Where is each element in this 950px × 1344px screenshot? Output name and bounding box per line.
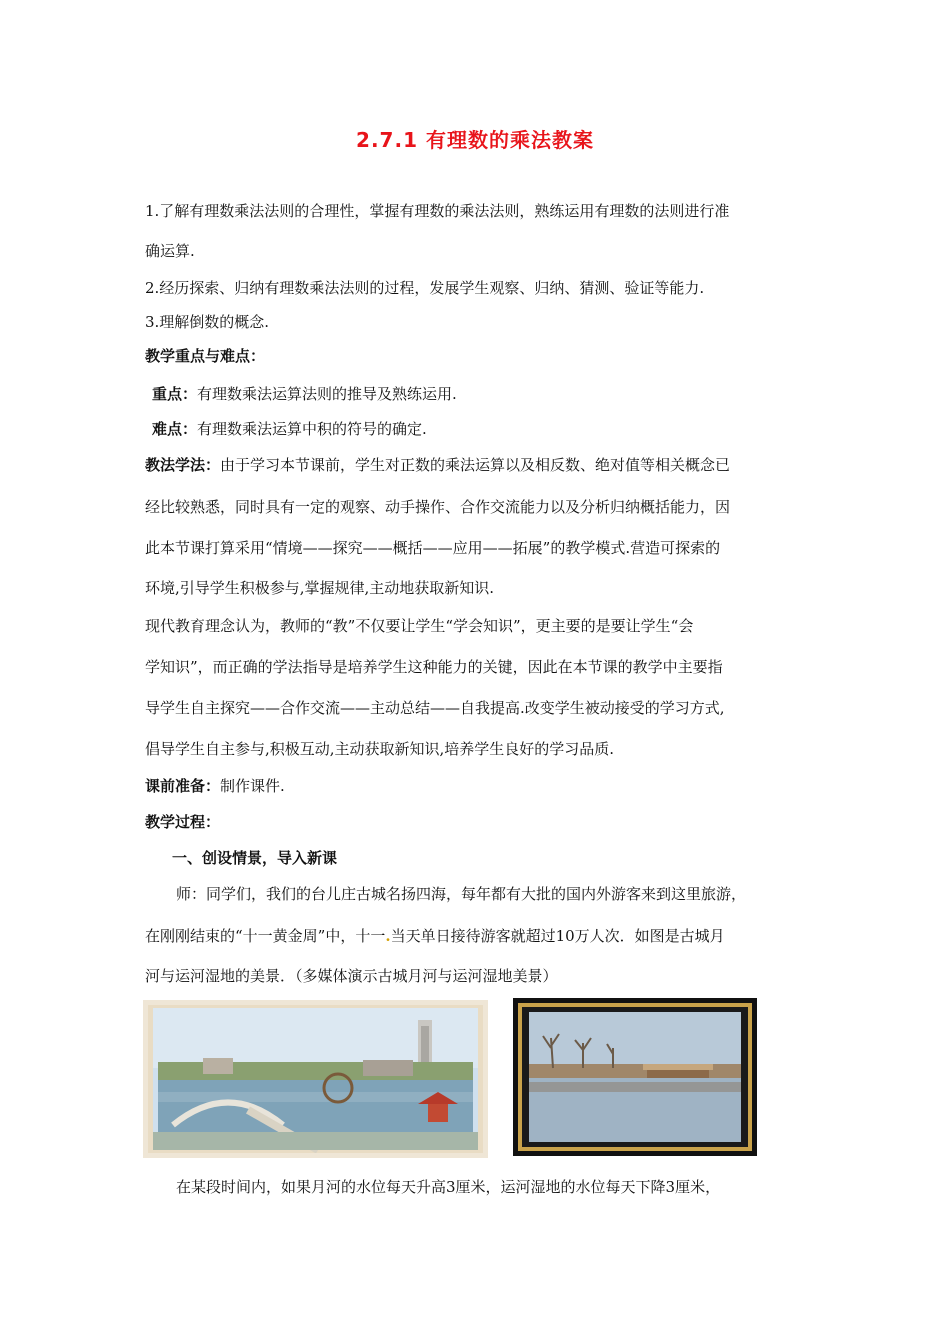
philosophy-line-3: 导学生自主探究——合作交流——主动总结——自我提高.改变学生被动接受的学习方式, — [145, 699, 725, 717]
method-label: 教法学法： — [145, 456, 221, 474]
method-line-4: 环境,引导学生积极参与,掌握规律,主动地获取新知识. — [145, 579, 495, 597]
intro-line-3: 河与运河湿地的美景．（多媒体演示古城月河与运河湿地美景） — [145, 967, 558, 985]
objective-3: 3.理解倒数的概念. — [145, 313, 270, 331]
intro-line-1: 师：同学们，我们的台儿庄古城名扬四海，每年都有大批的国内外游客来到这里旅游， — [176, 885, 747, 903]
prep-label: 课前准备： — [145, 777, 221, 795]
intro-line-2: 在刚刚结束的“十一黄金周”中，十一.当天单日接待游客就超过10万人次．如图是古城月 — [145, 927, 725, 945]
city-river-photo — [143, 1000, 488, 1158]
key-points-heading: 教学重点与难点： — [145, 347, 266, 365]
wetland-image — [513, 998, 757, 1156]
focus-line — [152, 384, 457, 404]
difficulty-text: 有理数乘法运算中积的符号的确定. — [197, 420, 427, 438]
wetland-photo — [513, 998, 757, 1156]
section-1-heading: 一、创设情景，导入新课 — [172, 849, 338, 867]
objective-1-cont: 确运算. — [145, 242, 195, 260]
page-title: 2.7.1 有理数的乘法教案 — [356, 128, 594, 152]
method-line-1: 教法学法：由于学习本节课前，学生对正数的乘法运算以及相反数、绝对值等相关概念已 — [145, 456, 731, 474]
method-line-3: 此本节课打算采用“情境——探究——概括——应用——拓展”的教学模式.营造可探索的 — [145, 539, 721, 557]
objective-1: 1.了解有理数乘法法则的合理性，掌握有理数的乘法法则，熟练运用有理数的法则进行准 — [145, 202, 730, 220]
philosophy-line-2: 学知识”，而正确的学法指导是培养学生这种能力的关键，因此在本节课的教学中主要指 — [145, 658, 723, 676]
method-line-2: 经比较熟悉，同时具有一定的观察、动手操作、合作交流能力以及分析归纳概括能力，因 — [145, 498, 731, 516]
objective-2: 2.经历探索、归纳有理数乘法法则的过程，发展学生观察、归纳、猜测、验证等能力. — [145, 279, 705, 297]
difficulty-line — [152, 419, 427, 439]
philosophy-line-4: 倡导学生自主参与,积极互动,主动获取新知识,培养学生良好的学习品质. — [145, 740, 615, 758]
focus-text: 有理数乘法运算法则的推导及熟练运用. — [197, 385, 457, 403]
city-river-image — [143, 1000, 488, 1158]
process-heading: 教学过程： — [145, 813, 221, 831]
scenario-line: 在某段时间内，如果月河的水位每天升高3厘米，运河湿地的水位每天下降3厘米， — [176, 1178, 721, 1196]
philosophy-line-1: 现代教育理念认为，教师的“教”不仅要让学生“学会知识”，更主要的是要让学生“会 — [145, 617, 694, 635]
difficulty-label: 难点： — [152, 420, 198, 438]
focus-label: 重点： — [152, 385, 198, 403]
prep-line — [145, 776, 285, 796]
prep-text: 制作课件. — [220, 777, 285, 795]
yellow-dot-mark: . — [385, 927, 391, 945]
